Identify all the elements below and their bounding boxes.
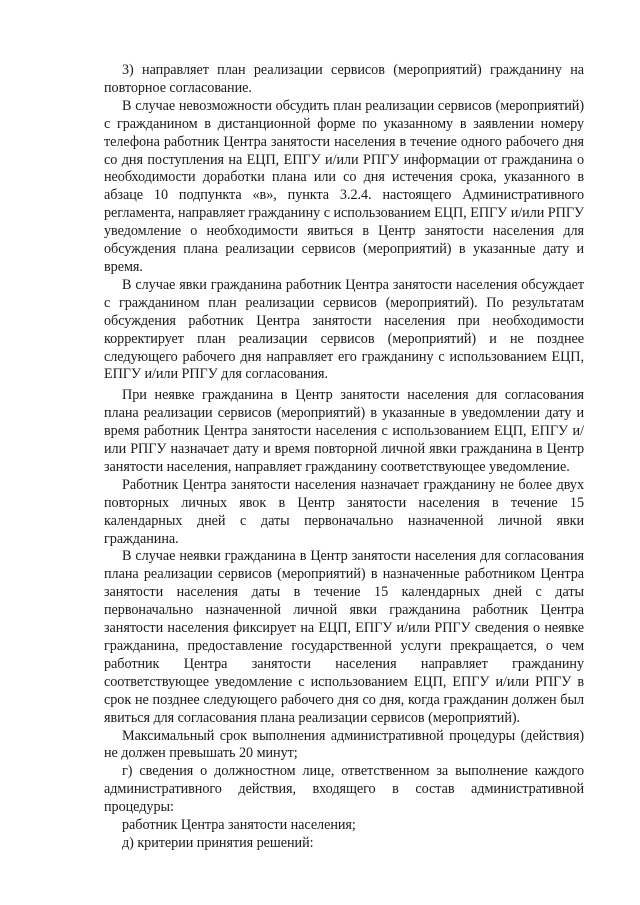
paragraph-1: 3) направляет план реализации сервисов (мероприятий) гражданину на повторное согласование. [104, 62, 584, 96]
paragraph-6: В случае неявки гражданина в Центр занятости населения для согласования плана реализации сервисов (мероприятий) в назначенные работником Центра занятости населения даты в течение 15 календарных дней с даты первоначально назначенной личной явки гражданина работник Центра занятости населения фиксирует на ЕЦП, ЕПГУ и/или РПГУ сведения о неявке гражданина, предоставление государственной услуги прекращается, о чем работник Центра занятости населения направляет гражданину соответствующее уведомление с использованием ЕЦП, ЕПГУ и/или РПГУ в срок не позднее следующего рабочего дня со дня, когда гражданин должен был явиться для согласования плана реализации сервисов (мероприятий). [104, 548, 584, 726]
paragraph-4: При неявке гражданина в Центр занятости населения для согласования плана реализации сервисов (мероприятий) в указанные в уведомлении дату и время работник Центра занятости населения с использованием ЕЦП, ЕПГУ и/или РПГУ назначает дату и время повторной личной явки гражданина в Центр занятости населения, направляет гражданину соответствующее уведомление. [104, 387, 584, 475]
paragraph-5: Работник Центра занятости населения назначает гражданину не более двух повторных личных явок в Центр занятости населения в течение 15 календарных дней с даты первоначально назначенной личной явки гражданина. [104, 476, 584, 547]
paragraph-2: В случае невозможности обсудить план реализации сервисов (мероприятий) с гражданином в дистанционной форме по указанному в заявлении номеру телефона работник Центра занятости населения в течение одного рабочего дня со дня поступления на ЕЦП, ЕПГУ и/или РПГУ информации от гражданина о необходимости доработки плана или со дня истечения срока, указанного в абзаце 10 подпункта «в», пункта 3.2.4. настоящего Административного регламента, направляет гражданину с использованием ЕЦП, ЕПГУ и/или РПГУ уведомление о необходимости явиться в Центр занятости населения для обсуждения плана реализации сервисов (мероприятий) в указанные дату и время. [104, 97, 584, 275]
paragraph-3: В случае явки гражданина работник Центра занятости населения обсуждает с гражданином план реализации сервисов (мероприятий). По результатам обсуждения работник Центра занятости населения при необходимости корректирует план реализации сервисов (мероприятий) и не позднее следующего рабочего дня направляет его гражданину с использованием ЕЦП, ЕПГУ и/или РПГУ для согласования. [104, 276, 584, 383]
paragraph-10: д) критерии принятия решений: [122, 834, 314, 851]
paragraph-8: г) сведения о должностном лице, ответственном за выполнение каждого административного действия, входящего в состав административной процедуры: [104, 763, 584, 816]
paragraph-9: работник Центра занятости населения; [122, 817, 356, 834]
document-body [104, 62, 584, 853]
paragraph-7: Максимальный срок выполнения административной процедуры (действия) не должен превышать 20 минут; [104, 727, 584, 762]
